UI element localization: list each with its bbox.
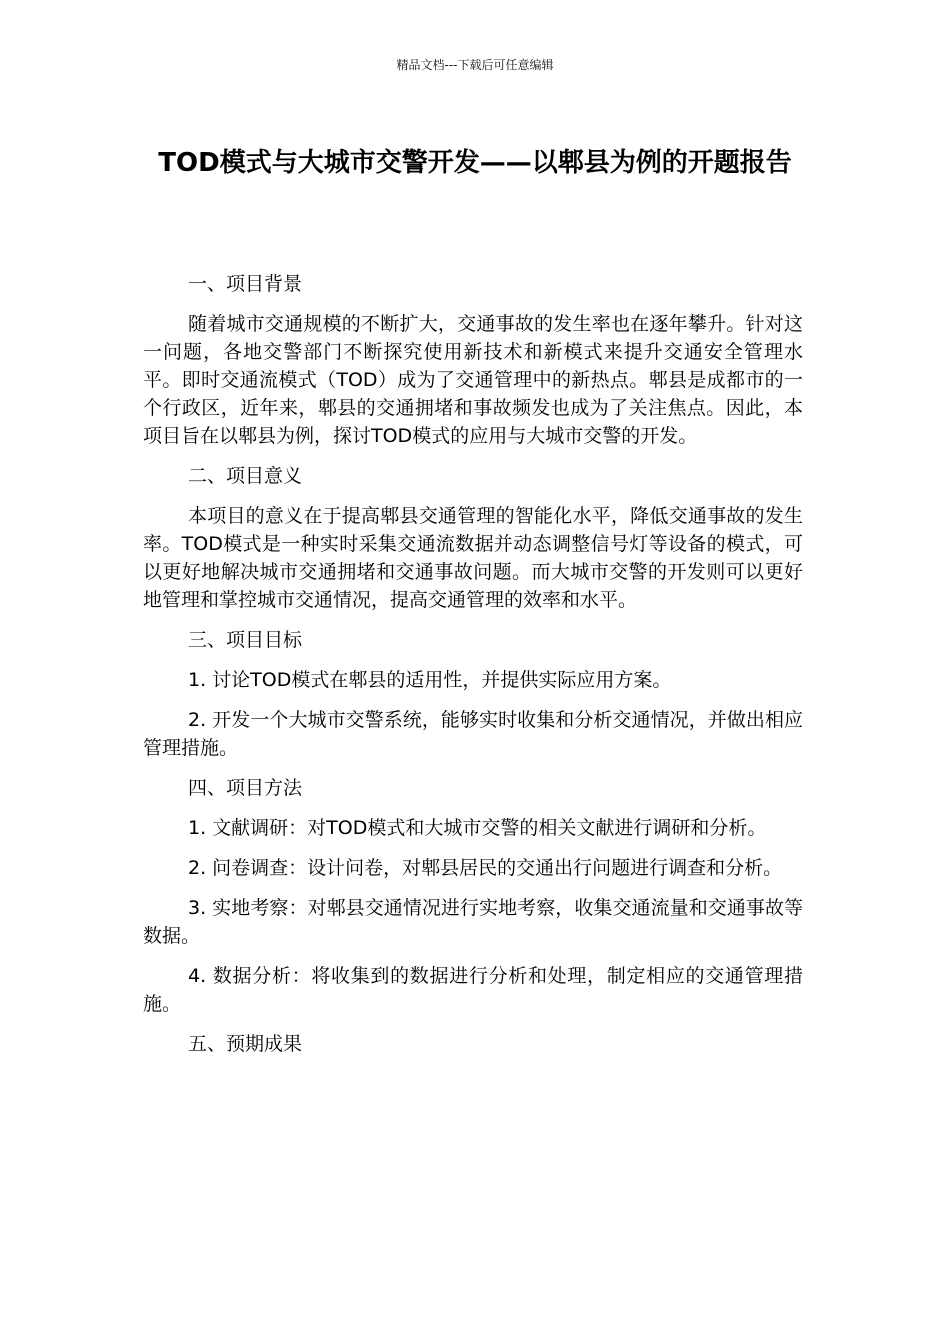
page-header: 精品文档---下载后可任意编辑 [396,58,554,72]
body-paragraph: 本项目的意义在于提高郫县交通管理的智能化水平，降低交通事故的发生率。TOD模式是一种实时采集交通流数据并动态调整信号灯等设备的模式，可以更好地解决城市交通拥堵和交通事故问题。而大城市交警的开发则可以更好地管理和掌控城市交通情况，提高交通管理的效率和水平。 [143,505,803,611]
document-title: TOD模式与大城市交警开发——以郫县为例的开题报告 [158,148,792,178]
section-goals [143,626,803,762]
section-outcomes [143,1030,803,1058]
list-item: 2. 开发一个大城市交警系统，能够实时收集和分析交通情况，并做出相应管理措施。 [143,709,803,759]
list-item: 1. 文献调研：对TOD模式和大城市交警的相关文献进行调研和分析。 [188,817,767,839]
section-heading: 四、项目方法 [188,777,303,799]
list-item: 3. 实地考察：对郫县交通情况进行实地考察，收集交通流量和交通事故等数据。 [143,897,803,947]
document-body [143,270,803,1070]
section-significance [143,462,803,614]
list-item: 4. 数据分析：将收集到的数据进行分析和处理，制定相应的交通管理措施。 [143,965,803,1015]
list-item: 1. 讨论TOD模式在郫县的适用性，并提供实际应用方案。 [188,669,672,691]
section-heading: 五、预期成果 [188,1033,303,1055]
body-paragraph: 随着城市交通规模的不断扩大，交通事故的发生率也在逐年攀升。针对这一问题，各地交警部门不断探究使用新技术和新模式来提升交通安全管理水平。即时交通流模式（TOD）成为了交通管理中的新热点。郫县是成都市的一个行政区，近年来，郫县的交通拥堵和事故频发也成为了关注焦点。因此，本项目旨在以郫县为例，探讨TOD模式的应用与大城市交警的开发。 [143,313,803,447]
section-heading: 一、项目背景 [188,273,303,295]
section-background [143,270,803,450]
list-item: 2. 问卷调查：设计问卷，对郫县居民的交通出行问题进行调查和分析。 [188,857,783,879]
section-methods [143,774,803,1018]
section-heading: 三、项目目标 [188,629,303,651]
section-heading: 二、项目意义 [188,465,303,487]
